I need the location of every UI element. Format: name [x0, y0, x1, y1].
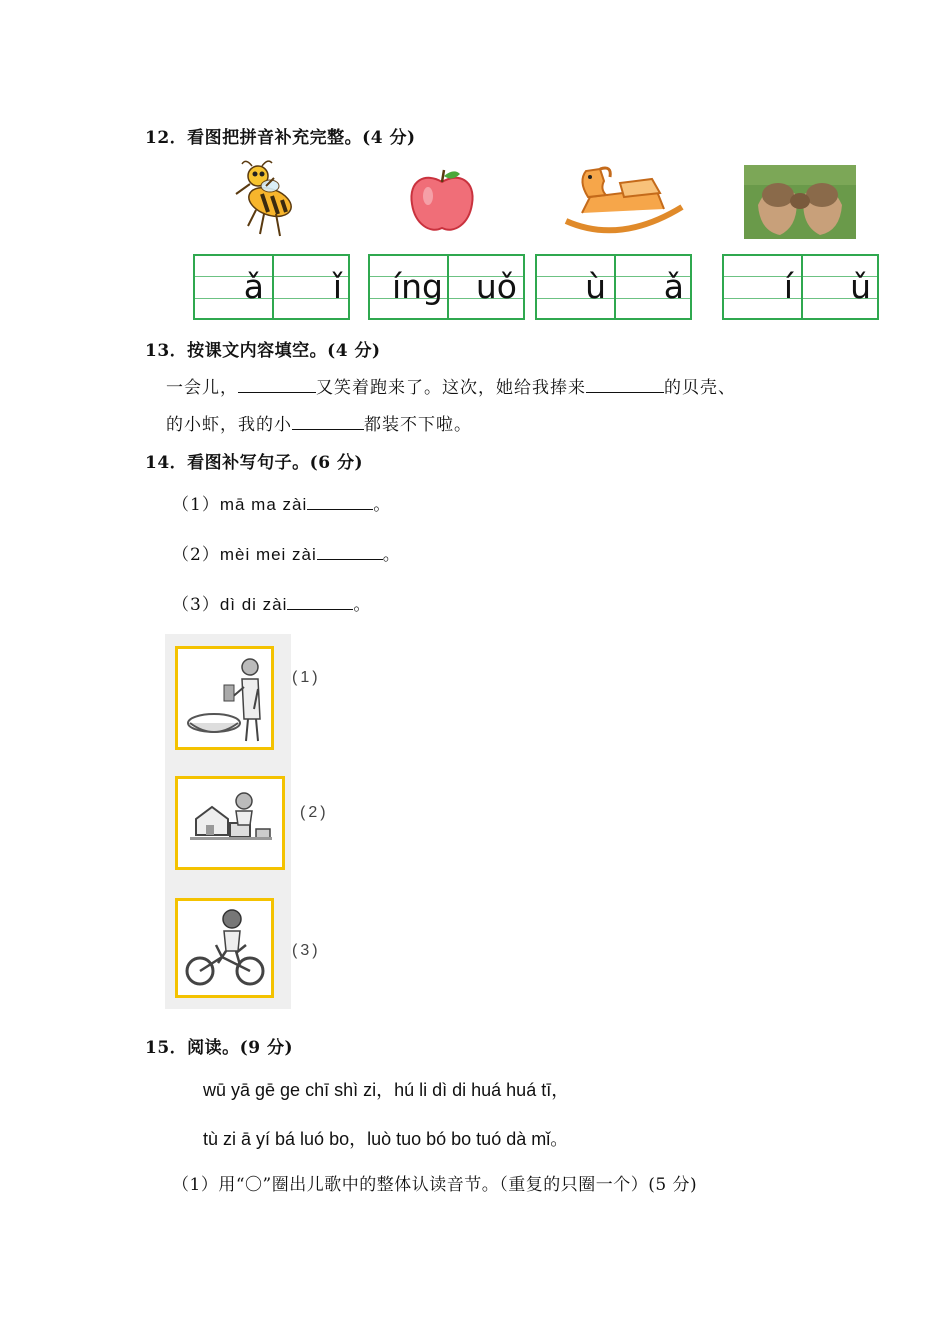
q13-blank-1[interactable]	[238, 378, 316, 393]
q12-title: 12．看图把拼音补充完整。(4 分)	[145, 128, 416, 148]
q14-blank-3[interactable]	[287, 595, 353, 610]
q15-title: 15．阅读。(9 分)	[145, 1038, 293, 1058]
q13-text-b: 又笑着跑来了。这次，她给我捧来	[316, 378, 586, 398]
q14-blank-2[interactable]	[317, 545, 383, 560]
q15-poem-line-2: tù zi ā yí bá luó bo，luò tuo bó bo tuó dà mǐ。	[203, 1129, 569, 1149]
pinyin-box-1-left: ǎ	[243, 267, 264, 306]
q13-title: 13．按课文内容填空。(4 分)	[145, 341, 381, 361]
pinyin-box-4-left: í	[783, 267, 793, 306]
q14-title: 14．看图补写句子。(6 分)	[145, 453, 363, 473]
q14-item-3-num: （3）	[172, 595, 220, 615]
q13-blank-2[interactable]	[586, 378, 664, 393]
pinyin-box-4	[722, 254, 879, 320]
q13-text-d: 的小虾，我的小	[166, 415, 292, 435]
q13-line-1	[166, 373, 736, 398]
q14-item-1-pinyin: mā ma zài	[219, 495, 308, 514]
soil-hands-icon	[744, 165, 856, 239]
pinyin-box-1-right: ǐ	[332, 267, 342, 306]
pinyin-box-2-right: uǒ	[475, 267, 517, 306]
pinyin-box-3-right: ǎ	[663, 267, 684, 306]
picture-label-2: (2)	[300, 804, 329, 821]
picture-sister-blocks	[175, 776, 285, 870]
q14-item-2-pinyin: mèi mei zài	[219, 545, 317, 564]
picture-mother-washing	[175, 646, 274, 750]
q14-item-3-end: 。	[353, 595, 372, 615]
q14-blank-1[interactable]	[307, 495, 373, 510]
pinyin-box-4-right: ǔ	[850, 267, 871, 306]
pinyin-box-2	[368, 254, 525, 320]
q13-text-a: 一会儿，	[166, 378, 238, 398]
q14-item-2-end: 。	[382, 545, 401, 565]
q14-item-2-num: （2）	[172, 545, 220, 565]
picture-brother-bike	[175, 898, 274, 998]
apple-icon	[406, 168, 478, 236]
q13-line-2	[166, 410, 472, 435]
q14-item-2	[172, 540, 401, 565]
q14-item-3	[172, 590, 371, 615]
q14-item-3-pinyin: dì di zài	[219, 595, 288, 614]
q15-poem-line-1: wū yā gē ge chī shì zi，hú li dì di huá huá tī，	[203, 1080, 570, 1100]
pinyin-box-3-left: ù	[585, 267, 606, 306]
q14-item-1	[172, 490, 391, 515]
picture-label-3: (3)	[292, 942, 321, 959]
pinyin-box-2-left: íng	[391, 267, 443, 306]
q13-blank-3[interactable]	[292, 415, 364, 430]
q15-sub-question-1: （1）用“〇”圈出儿歌中的整体认读音节。（重复的只圈一个）(5 分)	[172, 1175, 698, 1195]
picture-label-1: (1)	[292, 669, 321, 686]
pinyin-box-3	[535, 254, 692, 320]
q14-item-1-num: （1）	[172, 495, 220, 515]
q13-text-e: 都装不下啦。	[364, 415, 472, 435]
pinyin-box-1	[193, 254, 350, 320]
q14-item-1-end: 。	[373, 495, 392, 515]
rocking-horse-icon	[560, 163, 688, 241]
bee-icon	[228, 160, 306, 242]
q13-text-c: 的贝壳、	[664, 378, 736, 398]
